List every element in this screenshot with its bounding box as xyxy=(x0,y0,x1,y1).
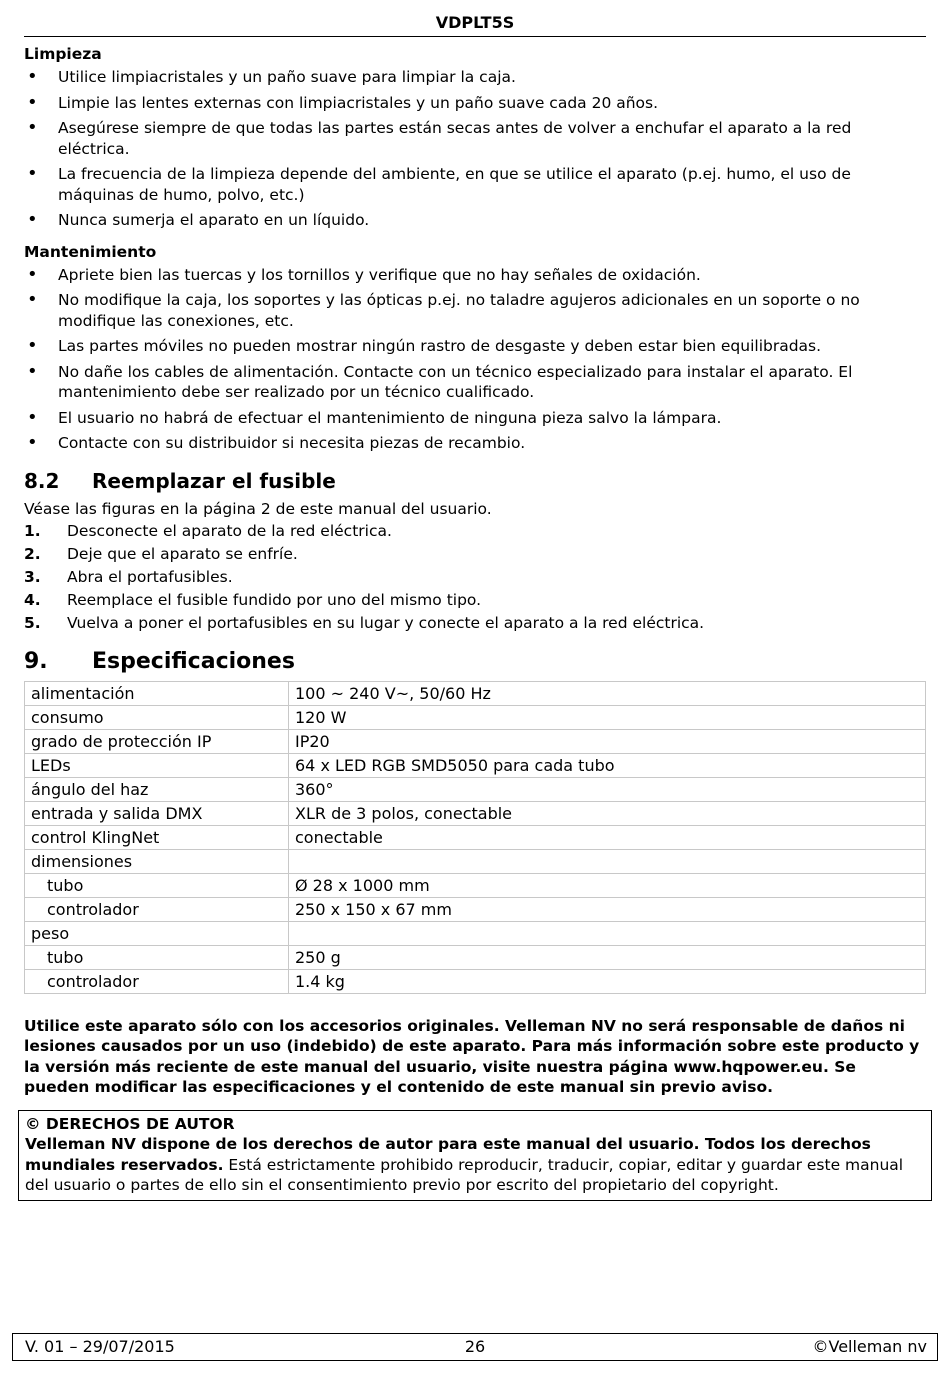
list-item: • El usuario no habrá de efectuar el mantenimiento de ninguna pieza salvo la lámpara. xyxy=(24,408,926,429)
spec-value xyxy=(289,849,926,873)
table-row xyxy=(25,777,926,801)
spec-value: 360° xyxy=(289,777,926,801)
specs-section-heading xyxy=(24,649,926,675)
step-item xyxy=(24,566,926,589)
table-row xyxy=(25,969,926,993)
spec-key: alimentación xyxy=(25,681,289,705)
step-item xyxy=(24,589,926,612)
table-row xyxy=(25,705,926,729)
step-number: 5. xyxy=(24,613,41,632)
step-number: 4. xyxy=(24,590,41,609)
spec-key: controlador xyxy=(25,897,289,921)
step-number: 2. xyxy=(24,544,41,563)
spec-key: entrada y salida DMX xyxy=(25,801,289,825)
spec-value: 100 ~ 240 V~, 50/60 Hz xyxy=(289,681,926,705)
spec-value: IP20 xyxy=(289,729,926,753)
list-item: • Contacte con su distribuidor si necesita piezas de recambio. xyxy=(24,433,926,454)
document-footer xyxy=(12,1333,938,1361)
spec-key: ángulo del haz xyxy=(25,777,289,801)
page-number: 26 xyxy=(464,1337,486,1356)
table-row xyxy=(25,873,926,897)
spec-value: 1.4 kg xyxy=(289,969,926,993)
usage-notice: Utilice este aparato sólo con los accesorios originales. Velleman NV no será responsable de daños ni lesiones causados por un uso (indebido) de este aparato. Para más información sobre este producto y la versión más reciente de este manual del usuario, visite nuestra página www.hqpower.eu. Se pueden modificar las especificaciones y el contenido de este manual sin previo aviso. xyxy=(24,1016,920,1096)
list-item: • Limpie las lentes externas con limpiacristales y un paño suave cada 20 años. xyxy=(24,93,926,114)
list-item: • Utilice limpiacristales y un paño suave para limpiar la caja. xyxy=(24,67,926,88)
step-item xyxy=(24,520,926,543)
step-item xyxy=(24,612,926,635)
table-row xyxy=(25,921,926,945)
step-text: Vuelva a poner el portafusibles en su lugar y conecte el aparato a la red eléctrica. xyxy=(67,613,705,632)
copyright-body xyxy=(25,1134,925,1196)
list-item: • No modifique la caja, los soportes y las ópticas p.ej. no taladre agujeros adicionales en un soporte o no modifique las conexiones, etc. xyxy=(24,290,926,331)
spec-key: peso xyxy=(25,921,289,945)
step-text: Desconecte el aparato de la red eléctrica. xyxy=(67,521,392,540)
table-row xyxy=(25,849,926,873)
table-row xyxy=(25,801,926,825)
section-title: Especificaciones xyxy=(92,648,295,674)
fuse-steps xyxy=(24,520,926,635)
table-row xyxy=(25,945,926,969)
list-item: • Apriete bien las tuercas y los tornillos y verifique que no hay señales de oxidación. xyxy=(24,265,926,286)
spec-value xyxy=(289,921,926,945)
spec-key: consumo xyxy=(25,705,289,729)
spec-key: grado de protección IP xyxy=(25,729,289,753)
spec-key: control KlingNet xyxy=(25,825,289,849)
page-content xyxy=(24,44,926,1201)
spec-value: 250 g xyxy=(289,945,926,969)
fuse-section-heading xyxy=(24,468,926,494)
table-row xyxy=(25,681,926,705)
list-item: • Las partes móviles no pueden mostrar ningún rastro de desgaste y deben estar bien equilibradas. xyxy=(24,336,926,357)
step-text: Abra el portafusibles. xyxy=(67,567,233,586)
section-number: 8.2 xyxy=(24,468,60,493)
copyright-box xyxy=(18,1110,932,1201)
table-row xyxy=(25,897,926,921)
spec-key: dimensiones xyxy=(25,849,289,873)
table-row xyxy=(25,729,926,753)
step-number: 1. xyxy=(24,521,41,540)
fuse-intro: Véase las figuras en la página 2 de este manual del usuario. xyxy=(24,499,492,518)
spec-value: 120 W xyxy=(289,705,926,729)
list-item: • Nunca sumerja el aparato en un líquido. xyxy=(24,210,926,231)
spec-value: conectable xyxy=(289,825,926,849)
section-title: Reemplazar el fusible xyxy=(92,468,336,493)
brand-copyright: ©Velleman nv xyxy=(812,1337,927,1356)
spec-key: tubo xyxy=(25,945,289,969)
section-number: 9. xyxy=(24,648,48,674)
spec-value: 64 x LED RGB SMD5050 para cada tubo xyxy=(289,753,926,777)
copyright-heading: © DERECHOS DE AUTOR xyxy=(25,1114,235,1133)
spec-key: tubo xyxy=(25,873,289,897)
step-text: Deje que el aparato se enfríe. xyxy=(67,544,298,563)
cleaning-heading: Limpieza xyxy=(24,45,102,63)
specs-table xyxy=(24,681,926,994)
table-row xyxy=(25,825,926,849)
spec-value: Ø 28 x 1000 mm xyxy=(289,873,926,897)
list-item: • La frecuencia de la limpieza depende del ambiente, en que se utilice el aparato (p.ej. humo, el uso de máquinas de humo, polvo, etc.) xyxy=(24,164,926,205)
spec-key: controlador xyxy=(25,969,289,993)
spec-value: XLR de 3 polos, conectable xyxy=(289,801,926,825)
version-date: V. 01 – 29/07/2015 xyxy=(25,1337,175,1356)
step-item xyxy=(24,543,926,566)
list-item: • Asegúrese siempre de que todas las partes están secas antes de volver a enchufar el aparato a la red eléctrica. xyxy=(24,118,926,159)
step-text: Reemplace el fusible fundido por uno del mismo tipo. xyxy=(67,590,482,609)
copyright-text: Está estrictamente prohibido reproducir, traducir, copiar, editar y guardar este manual del usuario o partes de ello sin el consentimiento previo por escrito del propietario del copyright. xyxy=(25,1155,904,1194)
model-title: VDPLT5S xyxy=(435,13,515,32)
copyright-bold-text: Velleman NV dispone de los derechos de autor para este manual del usuario. Todos los derechos mundiales reservados. xyxy=(25,1135,871,1174)
maintenance-heading: Mantenimiento xyxy=(24,242,157,261)
spec-value: 250 x 150 x 67 mm xyxy=(289,897,926,921)
step-number: 3. xyxy=(24,567,41,586)
cleaning-list xyxy=(24,67,926,231)
document-header xyxy=(24,12,926,37)
spec-key: LEDs xyxy=(25,753,289,777)
table-row xyxy=(25,753,926,777)
list-item: • No dañe los cables de alimentación. Contacte con un técnico especializado para instalar el aparato. El mantenimiento debe ser realizado por un técnico cualificado. xyxy=(24,362,926,403)
maintenance-list xyxy=(24,265,926,454)
